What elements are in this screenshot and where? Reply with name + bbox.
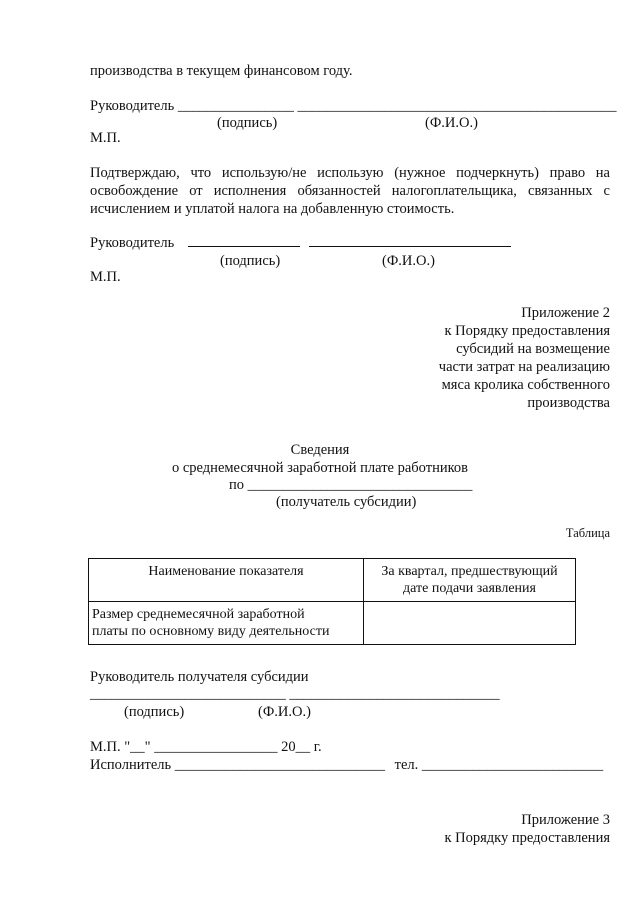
doc-title: Сведения — [290, 442, 350, 458]
appendix-3-header — [444, 811, 610, 847]
signature-block-1 — [90, 97, 616, 115]
stamp-mark-2: М.П. — [90, 269, 121, 285]
row-value — [364, 602, 576, 645]
appendix-2-line-2: к Порядку предоставления — [444, 323, 610, 339]
signature-line-3: ___________________________ — [90, 686, 286, 702]
stamp-date-line: М.П. "__" _________________ 20__ г. — [90, 739, 322, 755]
signature-underline — [188, 234, 300, 247]
caption-fio-2: (Ф.И.О.) — [382, 253, 435, 269]
appendix-3-title: Приложение 3 — [521, 812, 610, 828]
signature-block-2-label: Руководитель — [90, 235, 175, 251]
recipient-line — [229, 476, 472, 494]
appendix-2-header — [439, 304, 610, 412]
confirmation-paragraph — [90, 164, 610, 218]
confirmation-line-3: исчислением и уплатой налога на добавленную стоимость. — [90, 201, 455, 217]
executor-underline: _____________________________ — [174, 757, 385, 773]
caption-fio-3: (Ф.И.О.) — [258, 704, 311, 720]
po-label: по — [229, 477, 245, 493]
doc-subtitle: о среднемесячной заработной плате работников — [172, 460, 468, 476]
table-row — [89, 602, 576, 645]
signature-block-3-lines — [90, 685, 500, 703]
header-quarter: За квартал, предшествующий дате подачи заявления — [364, 559, 576, 602]
signature-block-2-lines — [188, 234, 511, 252]
signature-line: ________________ — [177, 98, 294, 114]
fio-underline — [309, 234, 511, 247]
phone-underline: _________________________ — [421, 757, 604, 773]
executor-label: Исполнитель — [90, 757, 172, 773]
appendix-2-line-6: производства — [527, 395, 610, 411]
caption-signature: (подпись) — [217, 115, 278, 131]
table-label: Таблица — [565, 526, 610, 540]
fio-line-3: _____________________________ — [289, 686, 500, 702]
confirmation-line-1: Подтверждаю, что использую/не использую (нужное подчеркнуть) право на — [90, 165, 610, 181]
table-header-row — [89, 559, 576, 602]
recipient-underline: _______________________________ — [247, 477, 473, 493]
caption-fio: (Ф.И.О.) — [425, 115, 478, 131]
header-indicator: Наименование показателя — [89, 559, 364, 602]
caption-signature-3: (подпись) — [124, 704, 185, 720]
confirmation-line-2: освобождение от исполнения обязанностей налогоплательщика, связанных с — [90, 183, 610, 199]
appendix-2-title: Приложение 2 — [521, 305, 610, 321]
recipient-caption: (получатель субсидии) — [276, 494, 417, 510]
signature-label: Руководитель — [90, 98, 175, 114]
appendix-3-line-2: к Порядку предоставления — [444, 830, 610, 846]
appendix-2-line-4: части затрат на реализацию — [438, 359, 610, 375]
caption-signature-2: (подпись) — [220, 253, 281, 269]
appendix-2-line-3: субсидий на возмещение — [456, 341, 610, 357]
phone-label: тел. — [394, 757, 419, 773]
recipient-head-label: Руководитель получателя субсидии — [90, 669, 309, 685]
stamp-mark: М.П. — [90, 130, 121, 146]
fio-line: ____________________________________________ — [297, 98, 617, 114]
salary-table — [88, 558, 576, 645]
intro-line: производства в текущем финансовом году. — [90, 63, 353, 79]
appendix-2-line-5: мяса кролика собственного — [441, 377, 610, 393]
row-indicator: Размер среднемесячной заработной платы по основному виду деятельности — [89, 602, 364, 645]
executor-line — [90, 756, 603, 774]
